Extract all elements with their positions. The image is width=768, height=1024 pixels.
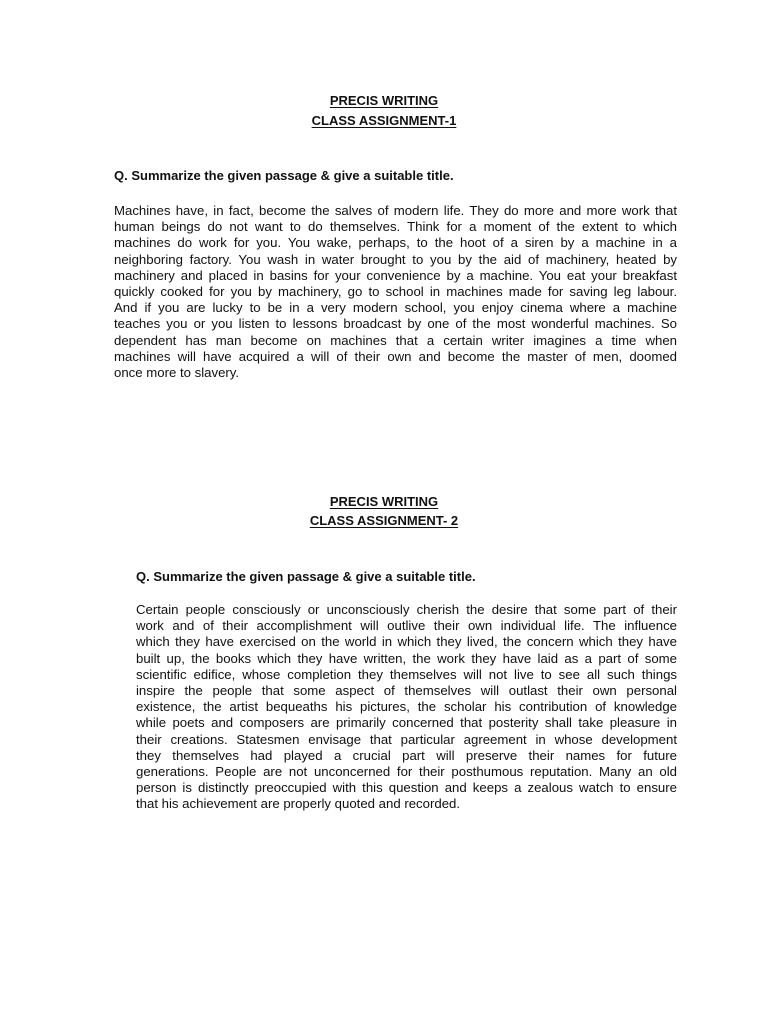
passage-line: built up, the books which they have written, the work they have laid as a part of some [136, 650, 677, 666]
passage-line: scientific edifice, whose completion they themselves will not live to see all such things [136, 666, 677, 682]
passage-line: teaches you or you listen to lessons broadcast by one of the most wonderful machines. So [114, 316, 677, 332]
passage-line: machinery and placed in basins for your convenience by a machine. You eat your breakfast [114, 267, 677, 283]
passage-line: Machines have, in fact, become the salves of modern life. They do more and more work that [114, 203, 677, 218]
assignment2-passage [136, 602, 677, 813]
passage-line: machines do work for you. You wake, perhaps, to the hoot of a siren by a machine in a [114, 235, 677, 251]
passage-line: person is distinctly preoccupied with this question and keeps a zealous watch to ensure [136, 780, 677, 796]
passage-line: once more to slavery. [114, 365, 240, 381]
passage-line: while poets and composers are primarily concerned that posterity shall take pleasure in [136, 715, 677, 731]
passage-line: their creations. Statesmen envisage that particular agreement in whose development [136, 731, 677, 747]
passage-line: work and of their accomplishment will outlive their own individual life. The influence [136, 618, 677, 634]
assignment2-question: Q. Summarize the given passage & give a suitable title. [136, 569, 476, 584]
passage-line: inspire the people that some aspect of themselves will outlast their own personal [136, 683, 677, 699]
passage-line: machines will have acquired a will of their own and become the master of men, doomed [114, 348, 677, 364]
assignment1-question: Q. Summarize the given passage & give a suitable title. [114, 168, 454, 183]
passage-line: neighboring factory. You wash in water brought to you by the aid of machinery, heated by [114, 251, 677, 267]
passage-line: which they have exercised on the world in which they lived, the concern which they have [136, 634, 677, 650]
passage-line: Certain people consciously or unconsciously cherish the desire that some part of their [136, 602, 677, 617]
passage-line: dependent has man become on machines that a certain writer imagines a time when [114, 332, 677, 348]
assignment1-passage [114, 203, 677, 381]
passage-line: existence, the artist bequeaths his pictures, the scholar his contribution of knowledge [136, 699, 677, 715]
passage-line: that his achievement are properly quoted and recorded. [136, 796, 461, 812]
assignment1-subtitle: CLASS ASSIGNMENT-1 [311, 113, 457, 128]
assignment2-subtitle: CLASS ASSIGNMENT- 2 [309, 513, 459, 528]
passage-line: And if you are lucky to be in a very modern school, you enjoy cinema where a machine [114, 300, 677, 316]
assignment2-title: PRECIS WRITING [329, 494, 439, 509]
assignment1-title: PRECIS WRITING [329, 93, 439, 108]
passage-line: they themselves had played a crucial part will preserve their names for future [136, 747, 677, 763]
passage-line: quickly cooked for you by machinery, go to school in machines made for saving leg labour. [114, 284, 677, 300]
passage-line: generations. People are not unconcerned for their posthumous reputation. Many an old [136, 764, 677, 780]
passage-line: human beings do not want to do themselves. Think for a moment of the extent to which [114, 219, 677, 235]
